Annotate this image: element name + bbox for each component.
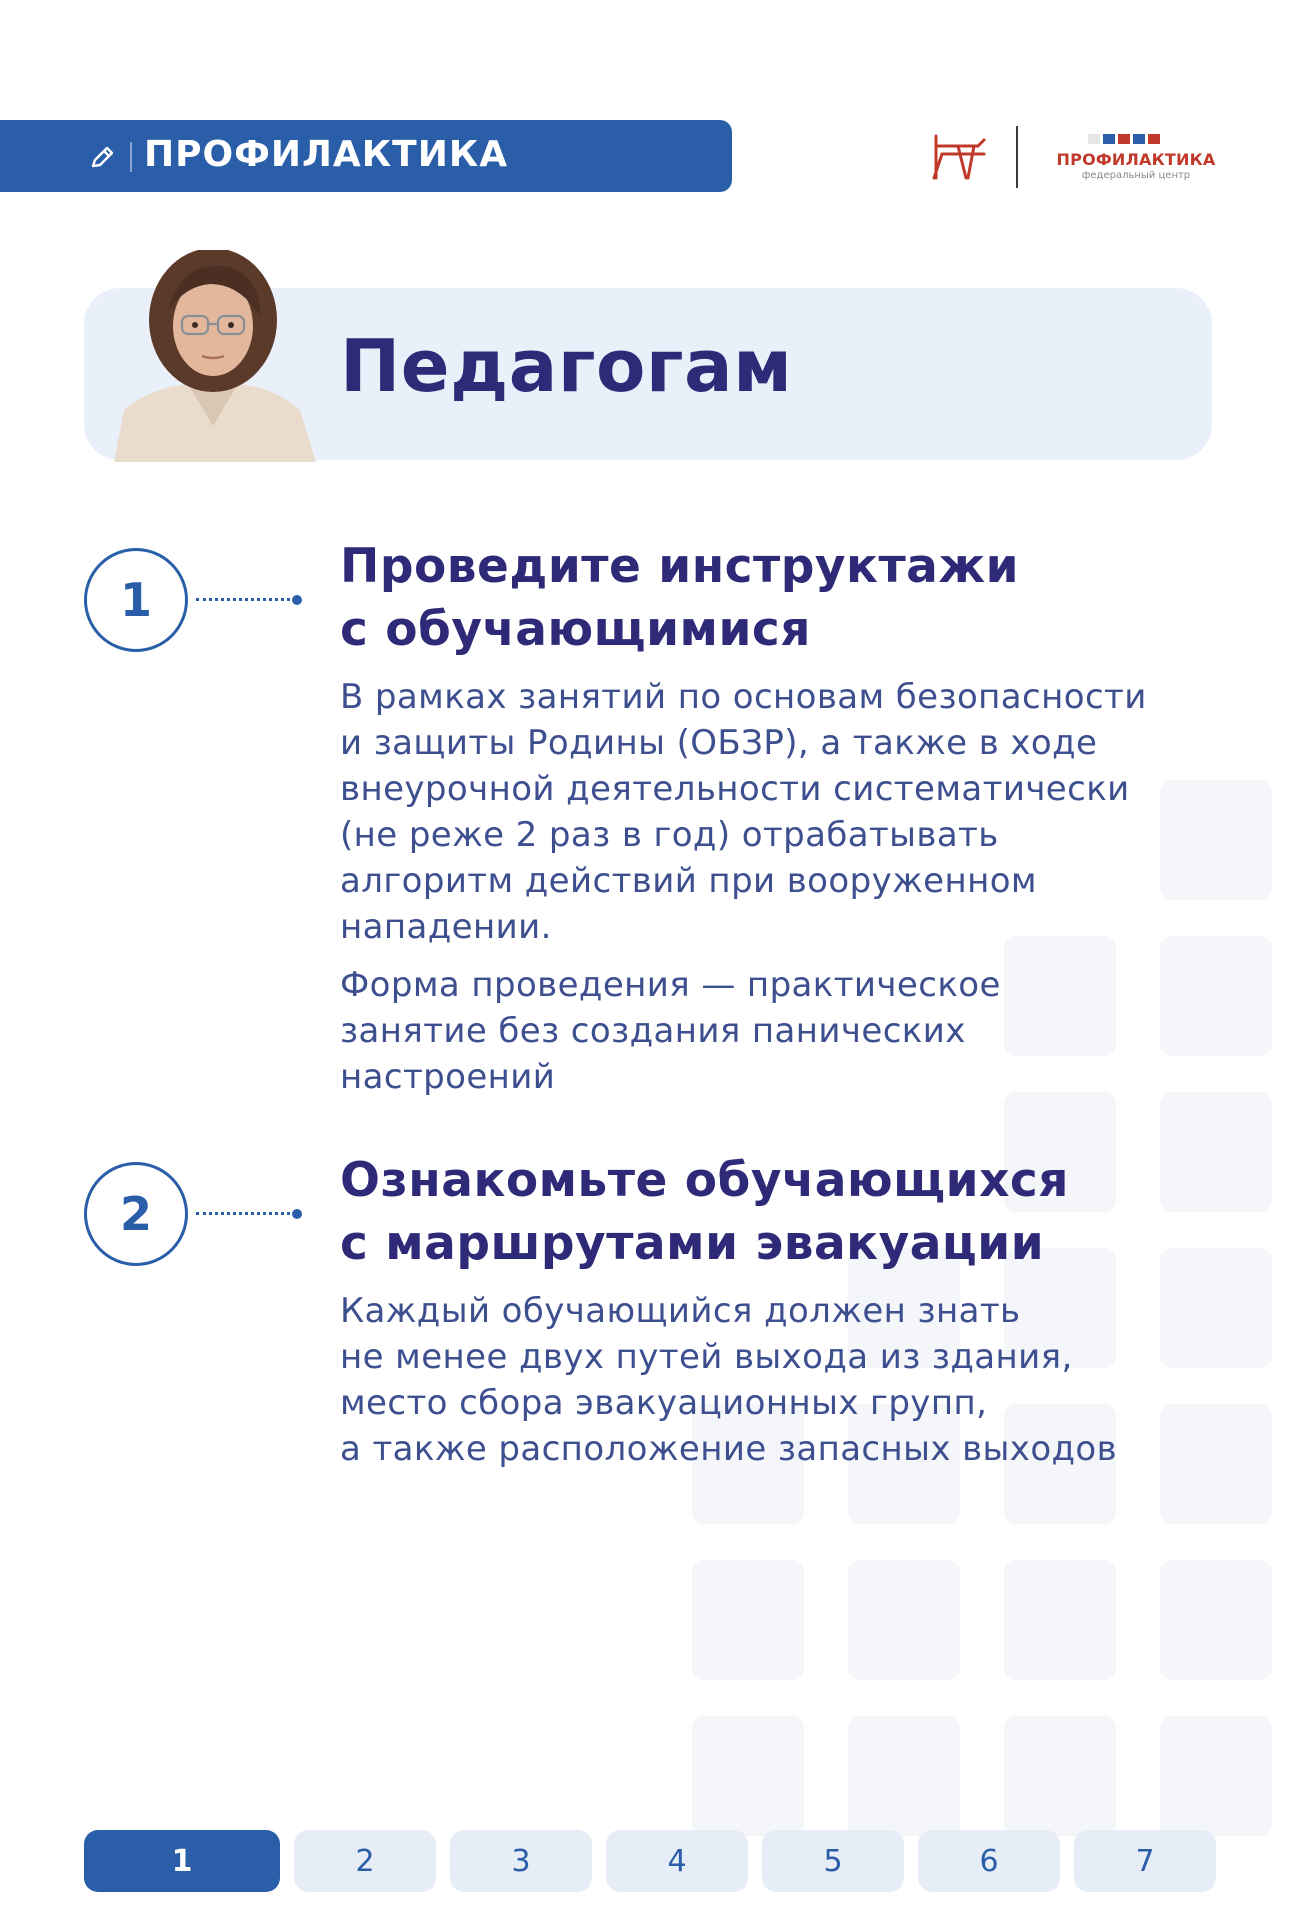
paragraph-line: Каждый обучающийся должен знать [340,1291,1021,1331]
page-button-7[interactable]: 7 [1074,1830,1216,1892]
step-number-badge: 1 [84,548,188,652]
paragraph-line: а также расположение запасных выходов [340,1429,1118,1469]
step-paragraph [340,1288,1240,1472]
step-title [340,1149,1240,1275]
section-header-bar [0,120,732,192]
logo-subtitle: федеральный центр [1081,170,1191,181]
step-connector [196,1212,296,1215]
paragraph-line: нападении. [340,907,552,947]
step-number-badge: 2 [84,1162,188,1266]
emblem-icon [928,130,992,182]
step-connector-dot [292,1209,302,1219]
page-button-5[interactable]: 5 [762,1830,904,1892]
page-button-6[interactable]: 6 [918,1830,1060,1892]
logo-wordmark: ПРОФИЛАКТИКА [1056,150,1216,169]
step-title-line: Проведите инструктажи [340,539,1020,594]
teacher-avatar [110,250,316,462]
paragraph-line: Форма проведения — практическое [340,965,1001,1005]
paragraph-line: В рамках занятий по основам безопасности [340,677,1147,717]
step-connector-dot [292,595,302,605]
paragraph-line: и защиты Родины (ОБЗР), а также в ходе [340,723,1098,763]
step-paragraph [340,674,1240,950]
step-title-line: с обучающимися [340,602,811,657]
step-connector [196,598,296,601]
header-divider [130,142,132,172]
page-pagination [84,1830,1212,1892]
step-title-line: с маршрутами эвакуации [340,1216,1045,1271]
paragraph-line: место сбора эвакуационных групп, [340,1383,988,1423]
paragraph-line: не менее двух путей выхода из здания, [340,1337,1073,1377]
page-title: Педагогам [340,324,793,408]
pencil-icon [88,144,116,172]
paragraph-line: занятие без создания панических [340,1011,966,1051]
section-title: ПРОФИЛАКТИКА [144,134,509,175]
page-button-2[interactable]: 2 [294,1830,436,1892]
page-button-3[interactable]: 3 [450,1830,592,1892]
logo-flag-stripe [1088,134,1160,144]
logo-separator [1016,126,1018,188]
page-button-4[interactable]: 4 [606,1830,748,1892]
step-paragraph [340,962,1240,1100]
paragraph-line: внеурочной деятельности систематически [340,769,1130,809]
step-title [340,535,1240,661]
profilaktika-logo [928,122,1228,192]
paragraph-line: алгоритм действий при вооруженном [340,861,1037,901]
page-button-1[interactable]: 1 [84,1830,280,1892]
paragraph-line: (не реже 2 раз в год) отрабатывать [340,815,999,855]
paragraph-line: настроений [340,1057,556,1097]
step-title-line: Ознакомьте обучающихся [340,1153,1069,1208]
